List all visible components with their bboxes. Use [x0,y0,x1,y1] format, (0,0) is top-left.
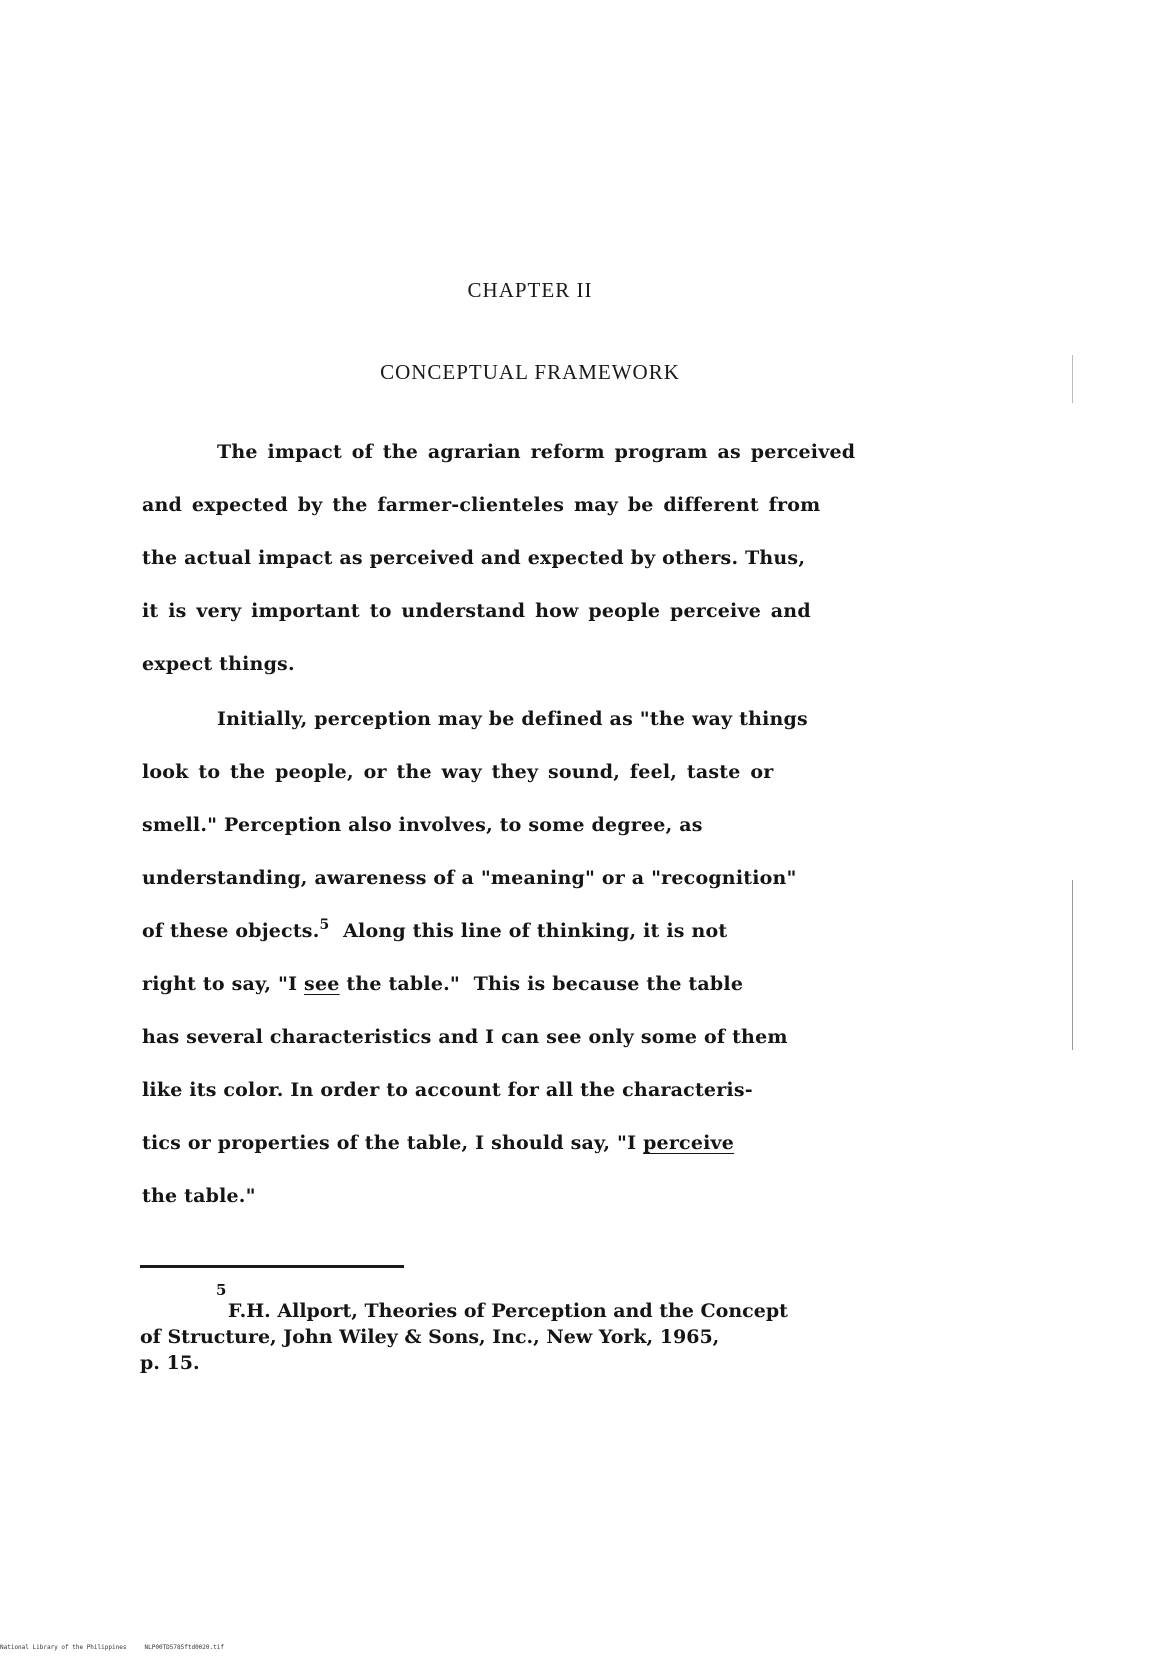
underlined-word: see [304,973,340,995]
paragraph-line [142,916,942,946]
footnote-number: 5 [216,1281,227,1299]
paragraph-line: expect things. [142,653,295,675]
text-span: of these objects. [142,920,320,942]
paragraph-line [142,1128,942,1158]
chapter-heading: CHAPTER II [467,278,593,302]
footnote-line: F.H. Allport, Theories of Perception and the Concept [228,1300,788,1322]
paragraph-line: has several characteristics and I can see only some of them [142,1026,788,1048]
paragraph-line [142,969,942,999]
paragraph-line: it is very important to understand how people perceive and [142,600,811,622]
paragraph-line: The impact of the agrarian reform program as perceived [217,441,856,463]
text-span: tics or properties of the table, I should say, "I [142,1132,644,1154]
paragraph-line: Initially, perception may be defined as "the way things [217,708,808,730]
paragraph-line: like its color. In order to account for all the characteris- [142,1079,753,1101]
footnote-line: p. 15. [140,1352,200,1374]
text-span: right to say, "I [142,973,305,995]
footnote-separator [140,1265,404,1268]
paragraph-line: look to the people, or the way they sound, feel, taste or [142,761,774,783]
text-span: Along this line of thinking, it is not [329,920,728,942]
underlined-word: perceive [643,1132,735,1154]
text-span: the table." This is because the table [339,973,744,995]
paragraph-line: and expected by the farmer-clienteles may be different from [142,494,821,516]
paragraph-line: the actual impact as perceived and expected by others. Thus, [142,547,806,569]
scan-footer: National Library of the Philippines NLP00TD5785ftd0020.tif [0,1644,224,1651]
scan-margin-mark [1072,880,1073,1050]
paragraph-line: the table." [142,1185,256,1207]
footnote-line: of Structure, John Wiley & Sons, Inc., New York, 1965, [140,1326,720,1348]
scan-margin-mark [1072,355,1073,403]
paragraph-line: smell." Perception also involves, to some degree, as [142,814,703,836]
section-title: CONCEPTUAL FRAMEWORK [380,360,680,384]
footnote-reference: 5 [319,917,330,933]
paragraph-line: understanding, awareness of a "meaning" or a "recognition" [142,867,797,889]
